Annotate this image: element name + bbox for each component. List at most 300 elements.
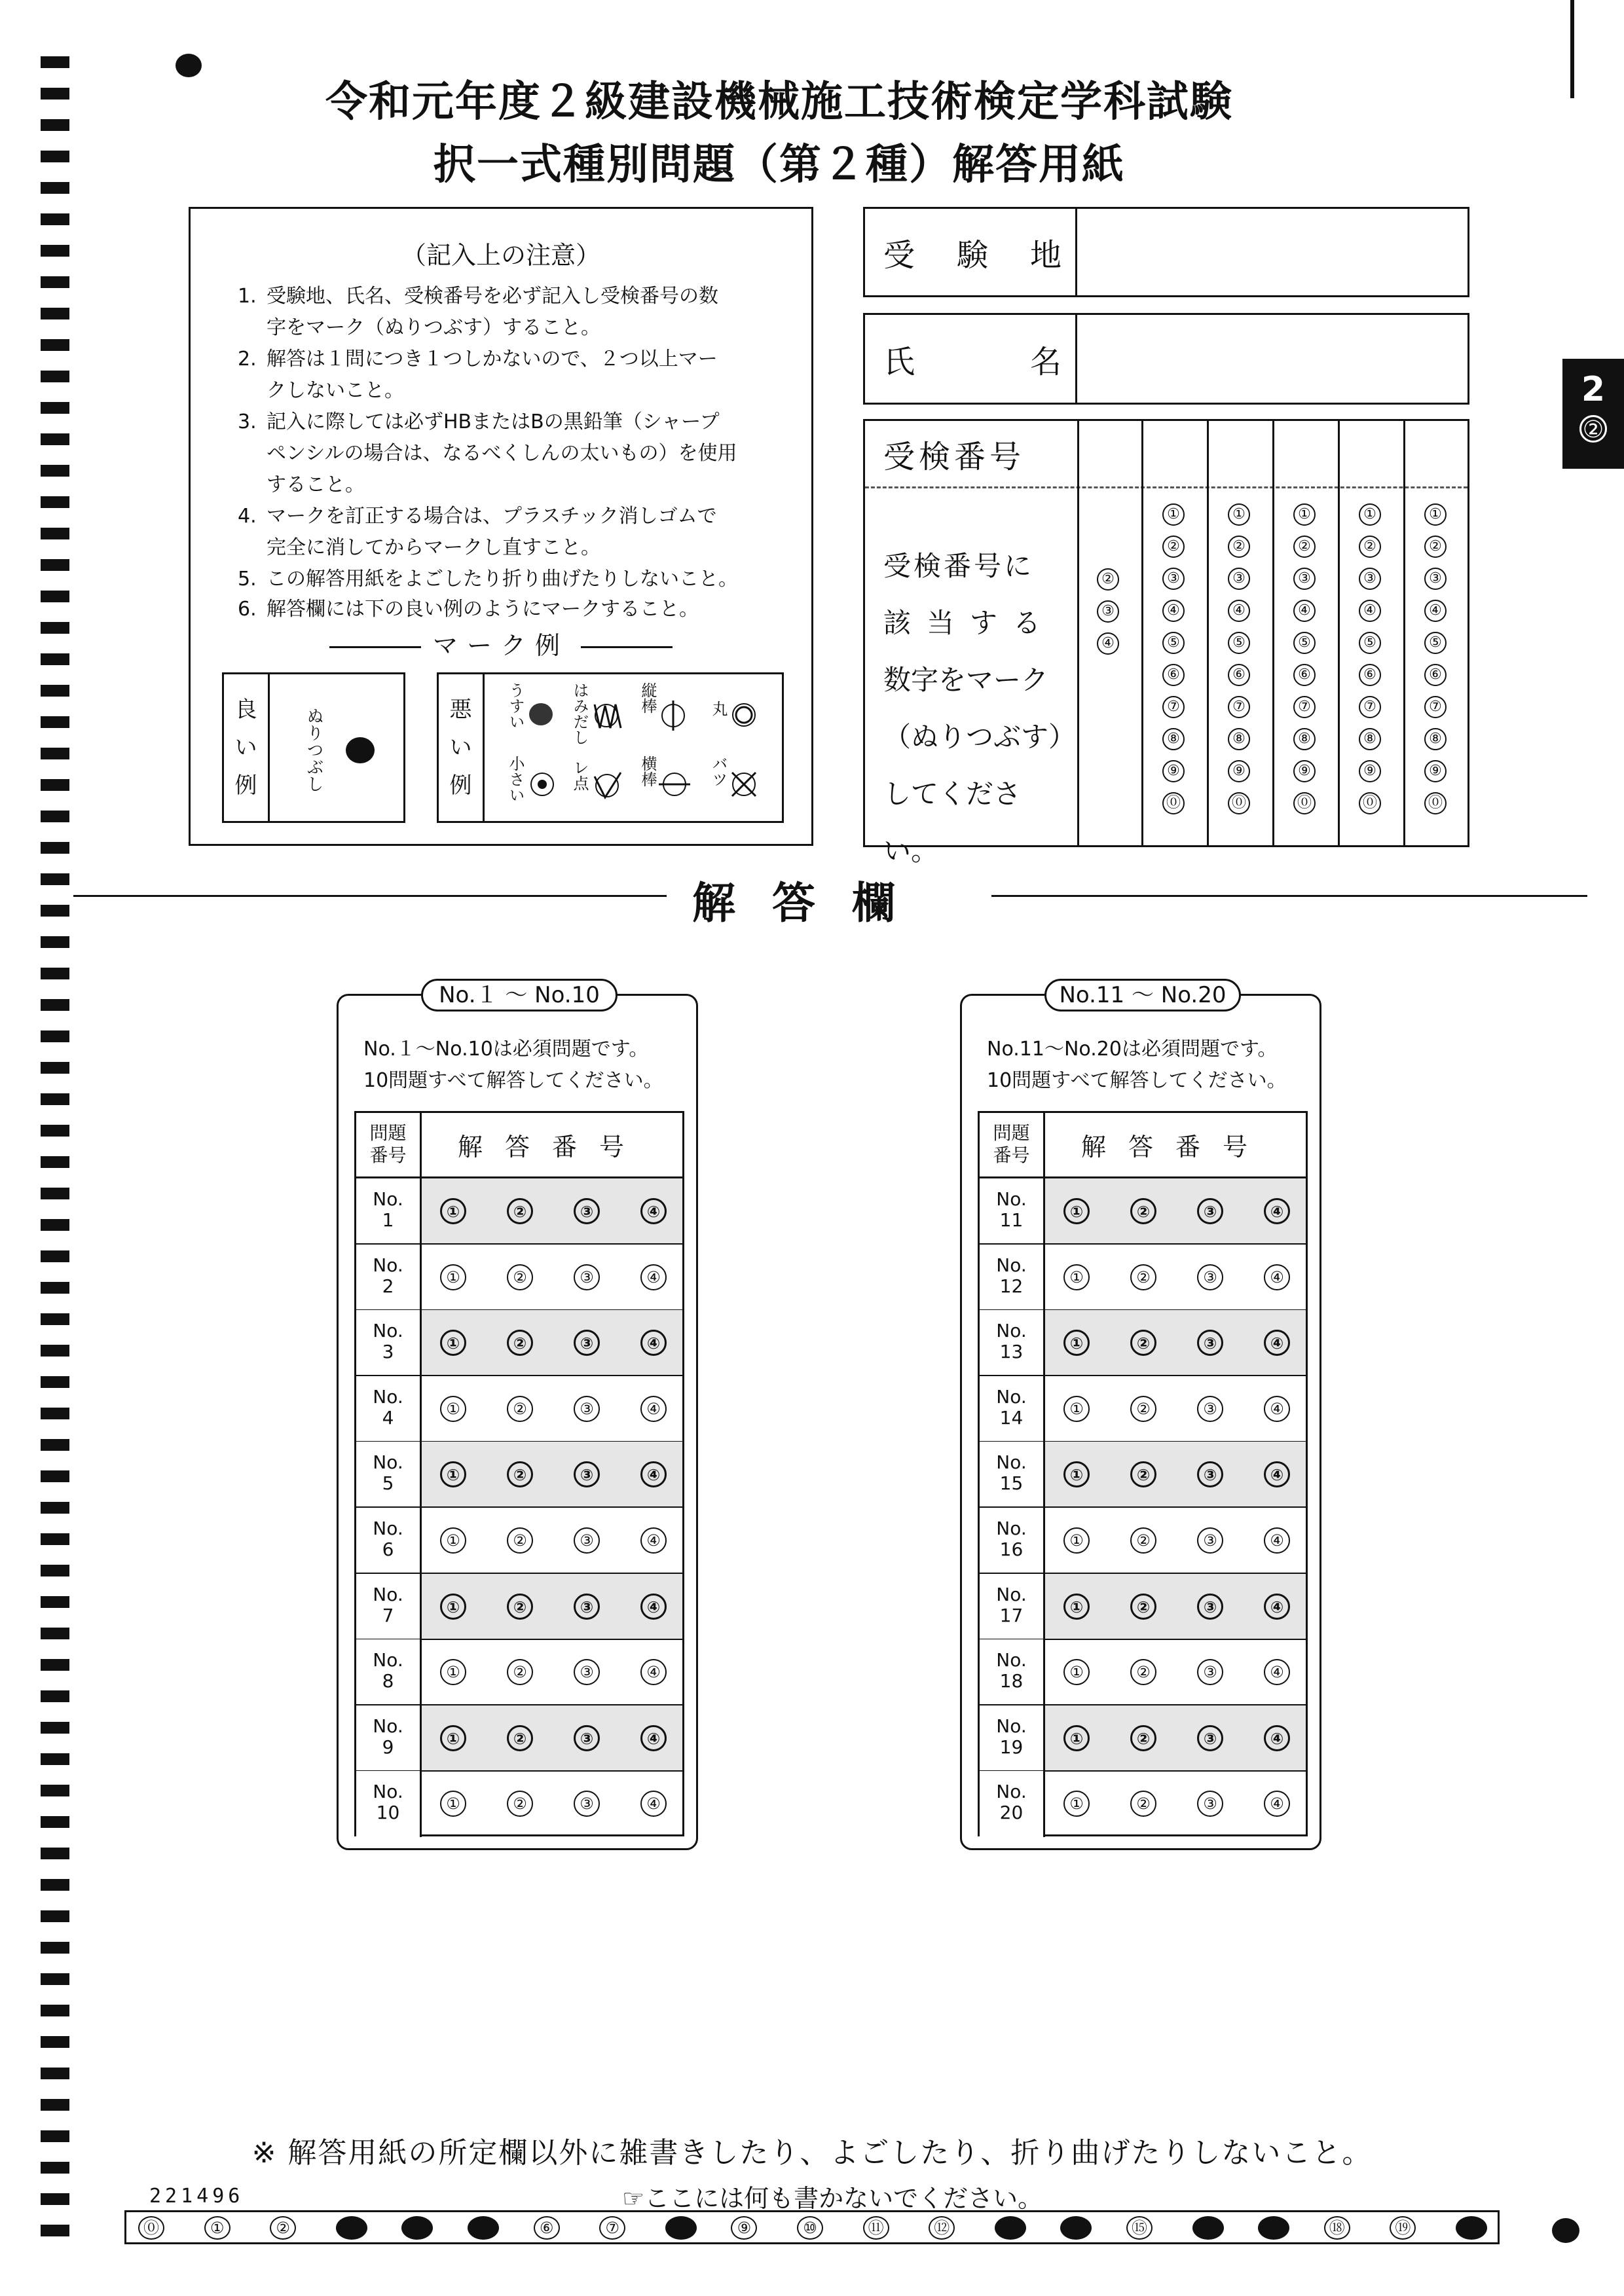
question-num: 18	[999, 1670, 1024, 1692]
timing-mark	[41, 1565, 69, 1576]
exam-digit-bubble[interactable]: ⓪	[1359, 792, 1381, 814]
exam-digit-bubble[interactable]: ②	[1359, 536, 1381, 558]
side-tab-circled: ②	[1579, 415, 1607, 443]
timing-mark	[41, 1345, 69, 1357]
mark-example-title	[191, 625, 811, 661]
exam-digit-bubble[interactable]: ①	[1359, 503, 1381, 526]
timing-mark	[41, 465, 69, 477]
answer-bubble[interactable]: ④	[640, 1527, 667, 1554]
answer-row	[980, 1508, 1306, 1574]
timing-open-mark: ⑲	[1390, 2216, 1416, 2240]
note-text: 完全に消してからマークし直すこと。	[267, 536, 600, 559]
timing-mark	[41, 1628, 69, 1639]
answer-bubble[interactable]: ②	[507, 1330, 533, 1356]
answer-bubble[interactable]: ①	[440, 1527, 466, 1554]
no-label: No.	[373, 1518, 403, 1539]
answer-bubble[interactable]: ④	[640, 1396, 667, 1422]
registration-dot-bottom	[1552, 2218, 1579, 2243]
no-label: No.	[996, 1649, 1027, 1671]
answer-options	[1045, 1705, 1306, 1770]
timing-mark	[41, 1690, 69, 1702]
answer-bubble[interactable]: ②	[507, 1198, 533, 1224]
exam-site-field[interactable]	[1077, 209, 1467, 295]
answer-bubble[interactable]: ③	[1197, 1594, 1223, 1620]
timing-open-mark: ①	[204, 2216, 231, 2240]
exam-digit-bubble[interactable]: ⑦	[1293, 696, 1316, 718]
question-num: 17	[999, 1604, 1024, 1626]
answer-bubble[interactable]: ③	[574, 1527, 600, 1554]
bad-yokobou: 横棒	[638, 756, 657, 787]
panel-note: No.11～No.20は必須問題です。	[987, 1038, 1278, 1061]
answer-section-title: 解答欄	[692, 878, 932, 928]
no-label: No.	[996, 1188, 1027, 1210]
timing-mark	[41, 1659, 69, 1671]
exam-digit-bubble[interactable]: ③	[1228, 568, 1250, 590]
exam-digit-bubble[interactable]: ④	[1097, 632, 1119, 655]
exam-digit-bubble[interactable]: ⑦	[1228, 696, 1250, 718]
answer-bubble[interactable]: ④	[640, 1198, 667, 1224]
answer-bubble[interactable]: ④	[1264, 1396, 1290, 1422]
exam-digit-bubble[interactable]: ②	[1097, 568, 1119, 591]
timing-mark	[41, 1313, 69, 1325]
question-num: 13	[999, 1341, 1024, 1363]
bad-tatebou: 縦棒	[638, 682, 657, 714]
bad-hamidashi: はみだし	[570, 682, 589, 745]
answer-panel-2	[960, 982, 1321, 1850]
question-num: 3	[382, 1341, 394, 1363]
timing-filled-mark	[665, 2216, 697, 2240]
exam-digit-bubble[interactable]: ⓪	[1293, 792, 1316, 814]
answer-bubble[interactable]: ④	[1264, 1725, 1290, 1751]
question-number	[980, 1376, 1045, 1441]
note-text: クしないこと。	[267, 379, 404, 402]
answer-row	[980, 1771, 1306, 1837]
answer-bubble[interactable]: ②	[1130, 1791, 1156, 1817]
exam-digit-bubble[interactable]: ⑨	[1424, 760, 1447, 782]
answer-bubble[interactable]: ③	[1197, 1725, 1223, 1751]
question-num: 20	[999, 1802, 1024, 1824]
exam-digit-bubble[interactable]: ⑧	[1228, 728, 1250, 750]
answer-bubble[interactable]: ②	[1130, 1594, 1156, 1620]
note-num: 3.	[238, 410, 257, 433]
answer-bubble[interactable]: ④	[640, 1461, 667, 1487]
timing-open-mark: ⑩	[797, 2216, 823, 2240]
exam-digit-bubble[interactable]: ⑨	[1293, 760, 1316, 782]
no-label: No.	[373, 1188, 403, 1210]
answer-table	[978, 1111, 1308, 1836]
answer-row	[980, 1310, 1306, 1376]
panel-note: 10問題すべて解答してください。	[987, 1069, 1287, 1092]
question-number	[356, 1178, 422, 1243]
exam-digit-bubble[interactable]: ①	[1424, 503, 1447, 526]
exam-digit-bubble[interactable]: ⑤	[1293, 632, 1316, 654]
exam-digit-bubble[interactable]: ⑥	[1293, 664, 1316, 686]
answer-bubble[interactable]: ③	[1197, 1264, 1223, 1290]
header-line: 番号	[993, 1144, 1030, 1166]
answer-bubble[interactable]: ③	[1197, 1791, 1223, 1817]
timing-mark	[41, 779, 69, 791]
panel-note: No.１～No.10は必須問題です。	[363, 1038, 649, 1061]
no-label: No.	[373, 1781, 403, 1803]
exam-digit-bubble[interactable]: ③	[1162, 568, 1185, 590]
timing-open-mark: ⑪	[863, 2216, 889, 2240]
question-num: 7	[382, 1604, 394, 1626]
answer-bubble[interactable]: ②	[1130, 1264, 1156, 1290]
timing-mark	[41, 1753, 69, 1765]
answer-bubble[interactable]: ①	[440, 1791, 466, 1817]
answer-bubble[interactable]: ②	[1130, 1725, 1156, 1751]
instruction-line: 受検番号に	[883, 550, 1035, 582]
answer-row	[356, 1508, 682, 1574]
timing-filled-mark	[1258, 2216, 1289, 2240]
exam-digit-bubble[interactable]: ①	[1293, 503, 1316, 526]
timing-mark	[41, 2068, 69, 2079]
exam-digit-bubble[interactable]: ⓪	[1162, 792, 1185, 814]
timing-mark	[41, 1596, 69, 1608]
answer-options	[422, 1705, 682, 1770]
label-char: 例	[234, 773, 257, 799]
answer-row	[356, 1310, 682, 1376]
panel-note: 10問題すべて解答してください。	[363, 1069, 663, 1092]
filled-mark	[346, 737, 375, 763]
question-number	[980, 1508, 1045, 1573]
dashed-divider	[865, 486, 1467, 488]
answer-bubble[interactable]: ①	[440, 1330, 466, 1356]
timing-mark	[41, 936, 69, 948]
question-number	[356, 1245, 422, 1309]
exam-digit-bubble[interactable]: ②	[1293, 536, 1316, 558]
answer-row	[980, 1705, 1306, 1772]
question-number	[356, 1705, 422, 1770]
answer-bubble[interactable]: ③	[1197, 1527, 1223, 1554]
answer-bubble[interactable]: ③	[574, 1461, 600, 1487]
answer-bubble[interactable]: ①	[440, 1725, 466, 1751]
answer-bubble[interactable]: ②	[1130, 1330, 1156, 1356]
answer-row	[356, 1245, 682, 1311]
answer-bubble[interactable]: ①	[1063, 1461, 1090, 1487]
timing-mark	[41, 591, 69, 602]
exam-digit-bubble[interactable]: ③	[1097, 600, 1119, 623]
answer-bubble[interactable]: ①	[1063, 1330, 1090, 1356]
answer-bubble[interactable]: ③	[574, 1330, 600, 1356]
answer-bubble[interactable]: ②	[507, 1791, 533, 1817]
answer-bubble[interactable]: ②	[507, 1725, 533, 1751]
answer-table	[354, 1111, 684, 1836]
exam-digit-bubble[interactable]: ⑨	[1228, 760, 1250, 782]
question-number	[356, 1771, 422, 1837]
exam-digit-bubble[interactable]: ⑦	[1162, 696, 1185, 718]
note-text: マークを訂正する場合は、プラスチック消しゴムで	[267, 505, 717, 528]
answer-bubble[interactable]: ②	[507, 1264, 533, 1290]
timing-filled-mark	[1456, 2216, 1487, 2240]
no-label: No.	[373, 1715, 403, 1737]
answer-options	[422, 1376, 682, 1441]
timing-open-mark: ⑦	[599, 2216, 625, 2240]
header-line: 問題	[993, 1122, 1030, 1144]
column-line	[1403, 421, 1405, 845]
exam-digit-bubble[interactable]: ⑤	[1424, 632, 1447, 654]
timing-marks	[41, 56, 69, 2243]
no-label: No.	[996, 1451, 1027, 1474]
note-text: 記入に際しては必ずHBまたはBの黒鉛筆（シャープ	[267, 410, 720, 433]
timing-mark	[41, 1502, 69, 1514]
exam-digit-bubble[interactable]: ③	[1293, 568, 1316, 590]
no-label: No.	[373, 1254, 403, 1276]
answer-bubble[interactable]: ③	[574, 1725, 600, 1751]
question-number-header	[356, 1113, 422, 1176]
answer-bubble[interactable]: ①	[1063, 1791, 1090, 1817]
answer-bubble[interactable]: ①	[440, 1264, 466, 1290]
x-mark-icon	[728, 769, 760, 800]
no-label: No.	[996, 1320, 1027, 1342]
note-5	[238, 564, 738, 595]
no-label: No.	[373, 1385, 403, 1408]
answer-bubble[interactable]: ④	[640, 1791, 667, 1817]
exam-digit-bubble[interactable]: ⑧	[1359, 728, 1381, 750]
timing-mark	[41, 151, 69, 162]
answer-bubble[interactable]: ③	[574, 1659, 600, 1685]
answer-bubble[interactable]: ②	[507, 1594, 533, 1620]
exam-digit-bubble[interactable]: ⑤	[1228, 632, 1250, 654]
note-num: 2.	[238, 348, 257, 371]
no-label: No.	[373, 1649, 403, 1671]
timing-mark	[41, 1250, 69, 1262]
exam-digit-bubble[interactable]: ⑥	[1162, 664, 1185, 686]
question-number	[356, 1508, 422, 1573]
answer-options	[422, 1310, 682, 1375]
exam-digit-bubble[interactable]: ⑧	[1293, 728, 1316, 750]
right-edge-bar	[1570, 0, 1574, 98]
column-line	[1207, 421, 1209, 845]
title-line-2: 択一式種別問題（第２種）解答用紙	[434, 141, 1125, 189]
timing-open-mark: ⑱	[1324, 2216, 1350, 2240]
answer-bubble[interactable]: ③	[574, 1264, 600, 1290]
timing-mark	[41, 1470, 69, 1482]
timing-filled-mark	[995, 2216, 1026, 2240]
answer-bubble[interactable]: ①	[440, 1461, 466, 1487]
exam-digit-bubble[interactable]: ⑥	[1228, 664, 1250, 686]
answer-bubble[interactable]: ③	[574, 1791, 600, 1817]
exam-digit-bubble[interactable]: ⑧	[1162, 728, 1185, 750]
answer-bubble[interactable]: ①	[440, 1659, 466, 1685]
answer-options	[1045, 1442, 1306, 1506]
exam-digit-bubble[interactable]: ⓪	[1424, 792, 1447, 814]
answer-bubble[interactable]: ④	[1264, 1264, 1290, 1290]
answer-bubble[interactable]: ④	[640, 1594, 667, 1620]
answer-bubble[interactable]: ③	[1197, 1461, 1223, 1487]
no-label: No.	[996, 1715, 1027, 1737]
column-line	[1338, 421, 1340, 845]
header-line: 番号	[369, 1144, 407, 1166]
title-line-1: 令和元年度２級建設機械施工技術検定学科試験	[325, 78, 1233, 126]
exam-number-label: 受検番号	[883, 438, 1025, 475]
note-num: 1.	[238, 285, 257, 308]
answer-bubble[interactable]: ④	[1264, 1594, 1290, 1620]
answer-bubble[interactable]: ①	[440, 1594, 466, 1620]
answer-bubble[interactable]: ③	[1197, 1198, 1223, 1224]
exam-digit-bubble[interactable]: ⑨	[1162, 760, 1185, 782]
question-num: 16	[999, 1539, 1024, 1560]
exam-digit-bubble[interactable]: ④	[1293, 600, 1316, 622]
timing-mark	[41, 653, 69, 665]
exam-digit-bubble[interactable]: ④	[1228, 600, 1250, 622]
instruction-line: 数字をマーク	[883, 664, 1049, 696]
exam-digit-bubble[interactable]: ⓪	[1228, 792, 1250, 814]
answer-bubble[interactable]: ④	[1264, 1198, 1290, 1224]
timing-mark	[41, 1942, 69, 1954]
exam-digit-bubble[interactable]: ④	[1162, 600, 1185, 622]
small-mark-icon	[528, 770, 557, 799]
answer-bubble[interactable]: ③	[1197, 1330, 1223, 1356]
timing-mark	[41, 1093, 69, 1105]
timing-mark	[41, 371, 69, 382]
answer-bubble[interactable]: ②	[507, 1461, 533, 1487]
label-char: 良	[234, 697, 257, 723]
exam-digit-bubble[interactable]: ⑤	[1162, 632, 1185, 654]
name-field[interactable]	[1077, 315, 1467, 403]
instruction-line: 該当する	[883, 607, 1057, 639]
answer-bubble[interactable]: ④	[640, 1659, 667, 1685]
exam-digit-bubble[interactable]: ②	[1162, 536, 1185, 558]
timing-mark	[41, 433, 69, 445]
answer-bubble[interactable]: ①	[1063, 1527, 1090, 1554]
answer-bubble[interactable]: ①	[1063, 1396, 1090, 1422]
answer-bubble[interactable]: ④	[640, 1330, 667, 1356]
exam-digit-bubble[interactable]: ④	[1424, 600, 1447, 622]
timing-filled-mark	[1060, 2216, 1092, 2240]
answer-bubble[interactable]: ①	[1063, 1725, 1090, 1751]
side-tab-number: 2	[1581, 370, 1606, 409]
timing-mark	[41, 308, 69, 319]
bad-usui: うすい	[506, 682, 525, 729]
label-char: 例	[449, 773, 472, 799]
question-number-header	[980, 1113, 1045, 1176]
exam-digit-bubble[interactable]: ③	[1424, 568, 1447, 590]
answer-bubble[interactable]: ①	[440, 1198, 466, 1224]
answer-table-header	[980, 1113, 1306, 1178]
question-num: 14	[999, 1406, 1024, 1429]
answer-bubble[interactable]: ③	[1197, 1659, 1223, 1685]
exam-digit-bubble[interactable]: ①	[1228, 503, 1250, 526]
answer-bubble[interactable]: ④	[640, 1264, 667, 1290]
answer-options	[1045, 1771, 1306, 1837]
answer-bubble[interactable]: ②	[1130, 1198, 1156, 1224]
check-mark-icon	[591, 769, 623, 801]
answer-bubble[interactable]: ①	[1063, 1659, 1090, 1685]
timing-mark	[41, 1439, 69, 1451]
exam-digit-bubble[interactable]: ⑧	[1424, 728, 1447, 750]
answer-bubble[interactable]: ③	[574, 1198, 600, 1224]
answer-bubble[interactable]: ②	[1130, 1527, 1156, 1554]
timing-strip	[124, 2210, 1500, 2244]
timing-filled-mark	[468, 2216, 499, 2240]
instruction-line: （ぬりつぶす）	[883, 721, 1077, 753]
answer-bubble[interactable]: ①	[1063, 1594, 1090, 1620]
no-label: No.	[373, 1583, 403, 1605]
question-num: 15	[999, 1472, 1024, 1495]
good-example-desc: ぬりつぶし	[304, 707, 323, 792]
exam-digit-bubble[interactable]: ④	[1359, 600, 1381, 622]
timing-mark	[41, 496, 69, 508]
header-line: 問題	[369, 1122, 407, 1144]
name-box	[863, 313, 1469, 405]
exam-digit-bubble[interactable]: ③	[1359, 568, 1381, 590]
answer-bubble[interactable]: ④	[1264, 1659, 1290, 1685]
timing-mark	[41, 213, 69, 225]
answer-bubble[interactable]: ②	[1130, 1461, 1156, 1487]
vertical-bar-mark-icon	[659, 699, 688, 732]
answer-bubble[interactable]: ②	[507, 1527, 533, 1554]
timing-open-mark: ⑥	[534, 2216, 560, 2240]
answer-bubble[interactable]: ③	[574, 1396, 600, 1422]
no-label: No.	[996, 1385, 1027, 1408]
answer-bubble[interactable]: ①	[1063, 1264, 1090, 1290]
answer-bubble[interactable]: ②	[507, 1396, 533, 1422]
answer-bubble[interactable]: ③	[574, 1594, 600, 1620]
answer-bubble[interactable]: ④	[1264, 1461, 1290, 1487]
exam-digit-bubble[interactable]: ⑦	[1424, 696, 1447, 718]
column-line	[1141, 421, 1143, 845]
answer-options	[422, 1508, 682, 1573]
answer-bubble[interactable]: ④	[1264, 1791, 1290, 1817]
answer-row	[980, 1245, 1306, 1311]
answer-bubble[interactable]: ②	[1130, 1396, 1156, 1422]
answer-bubble[interactable]: ④	[1264, 1330, 1290, 1356]
answer-bubble[interactable]: ②	[507, 1659, 533, 1685]
question-number	[980, 1178, 1045, 1243]
exam-digit-bubble[interactable]: ②	[1228, 536, 1250, 558]
note-text: この解答用紙をよごしたり折り曲げたりしないこと。	[267, 568, 738, 591]
question-num: 19	[999, 1736, 1024, 1758]
timing-open-mark: ⑫	[929, 2216, 955, 2240]
question-num: 4	[382, 1406, 394, 1429]
exam-digit-bubble[interactable]: ②	[1424, 536, 1447, 558]
timing-mark	[41, 119, 69, 131]
question-number	[356, 1310, 422, 1375]
note-1	[238, 281, 718, 344]
exam-digit-bubble[interactable]: ⑨	[1359, 760, 1381, 782]
exam-digit-bubble[interactable]: ⑦	[1359, 696, 1381, 718]
instruction-line: してください。	[883, 778, 1022, 867]
timing-mark	[41, 968, 69, 979]
answer-bubble[interactable]: ④	[640, 1725, 667, 1751]
answer-bubble[interactable]: ④	[1264, 1527, 1290, 1554]
answer-row	[356, 1376, 682, 1442]
no-label: No.	[996, 1254, 1027, 1276]
bad-reten: レ点	[570, 759, 589, 791]
timing-mark	[41, 1848, 69, 1859]
answer-bubble[interactable]: ①	[1063, 1198, 1090, 1224]
question-num: 9	[382, 1736, 394, 1758]
note-4	[238, 501, 717, 564]
timing-mark	[41, 1973, 69, 1985]
answer-options	[1045, 1639, 1306, 1704]
note-text: 受験地、氏名、受検番号を必ず記入し受検番号の数	[267, 285, 718, 308]
note-num: 4.	[238, 505, 257, 528]
exam-digit-bubble[interactable]: ⑥	[1424, 664, 1447, 686]
question-number	[356, 1574, 422, 1639]
answer-bubble[interactable]: ①	[440, 1396, 466, 1422]
exam-digit-bubble[interactable]: ①	[1162, 503, 1185, 526]
answer-row	[356, 1574, 682, 1640]
exam-digit-bubble[interactable]: ⑥	[1359, 664, 1381, 686]
no-label: No.	[996, 1518, 1027, 1539]
timing-open-mark: ⓪	[138, 2216, 164, 2240]
answer-bubble[interactable]: ②	[1130, 1659, 1156, 1685]
timing-mark	[41, 1408, 69, 1419]
exam-digit-bubble[interactable]: ⑤	[1359, 632, 1381, 654]
answer-bubble[interactable]: ③	[1197, 1396, 1223, 1422]
